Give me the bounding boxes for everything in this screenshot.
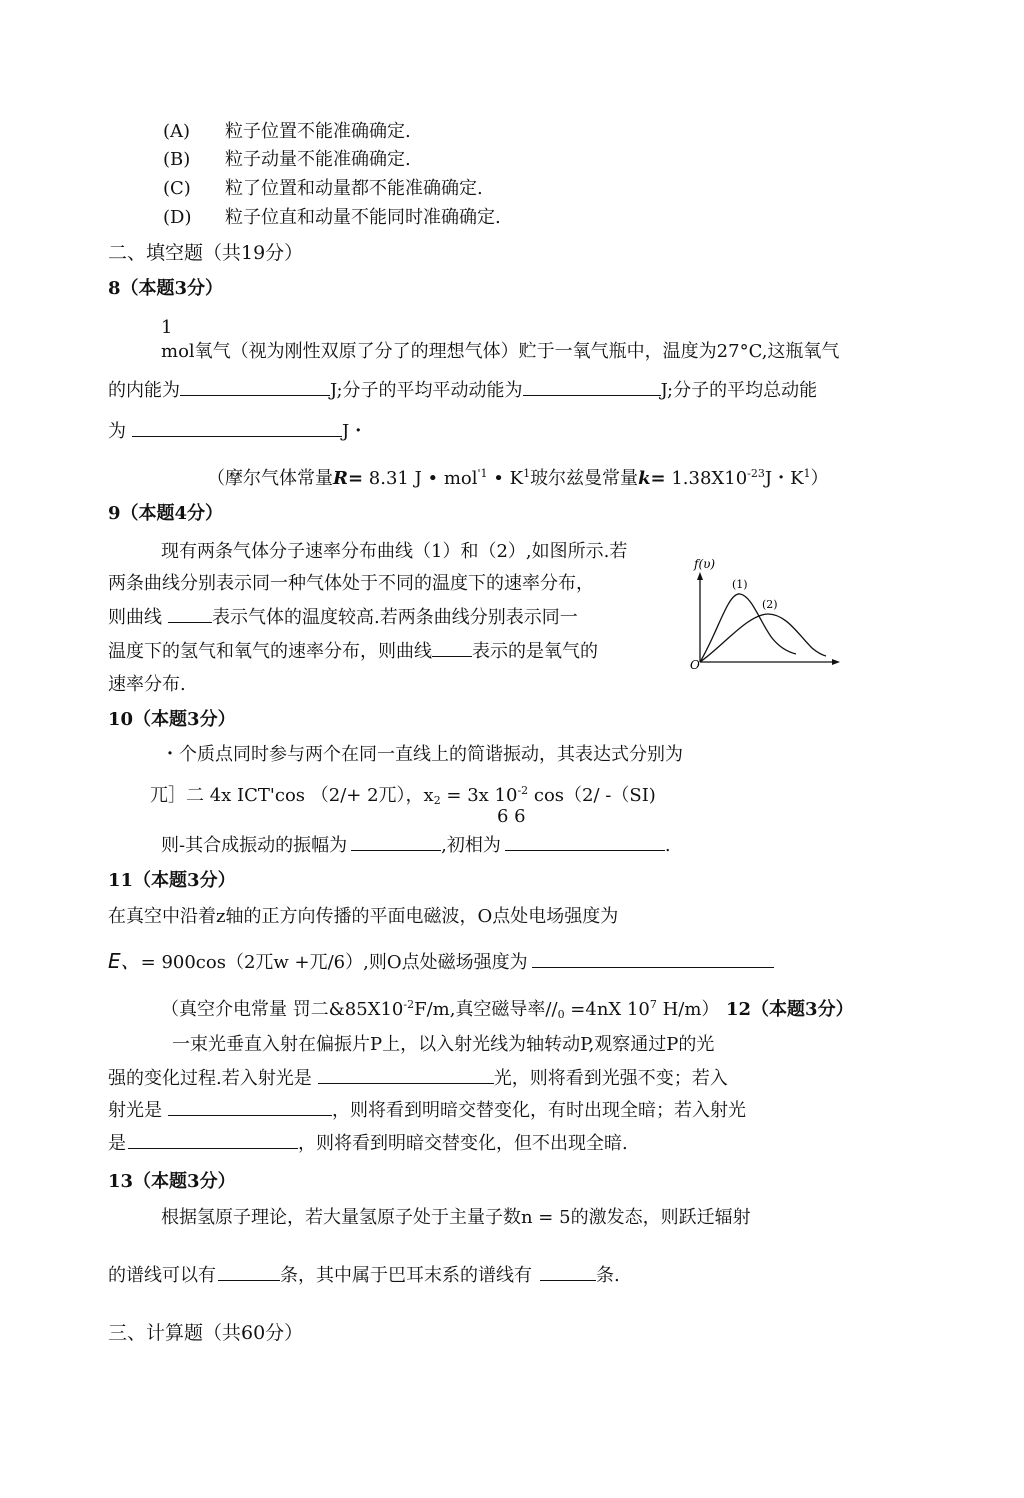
text: = 3x 10 [440, 785, 518, 806]
choice-letter: (D) [163, 207, 192, 228]
x-axis-arrow [832, 659, 840, 665]
text: J・K [764, 468, 804, 489]
text: 温度下的氢气和氧气的速率分布，则曲线 [108, 641, 432, 662]
text: J・ [342, 421, 368, 442]
q12-line1: 一束光垂直入射在偏振片P上，以入射光线为轴转动P,观察通过P的光 [172, 1034, 715, 1055]
text: J;分子的平均平动动能为 [330, 380, 523, 401]
q11-line3 [161, 998, 719, 1022]
choice-letter: (C) [163, 178, 191, 199]
choice-text: 粒子动量不能准确确定. [225, 149, 411, 170]
text: 则-其合成振动的振幅为 [161, 835, 348, 856]
q8-header: 8（本题3分） [108, 278, 224, 299]
text: F/m,真空磁导率// [414, 999, 558, 1020]
text: 表示气体的温度较高.若两条曲线分别表示同一 [212, 607, 578, 628]
q11-header: 11（本题3分） [108, 870, 236, 891]
text: 射光是 [108, 1100, 162, 1121]
text: 表示的是氧气的 [472, 641, 598, 662]
origin-label: O [690, 658, 700, 672]
sup: -2 [403, 998, 415, 1011]
text: ,初相为 [441, 835, 501, 856]
choice-a [163, 120, 411, 144]
q8-line1: mol氧气（视为刚性双原了分了的理想气体）贮于一氧气瓶中，温度为27°C,这瓶氧气 [161, 341, 840, 362]
q12-line2 [108, 1067, 728, 1091]
sub: 2 [433, 794, 441, 807]
q9-line1: 现有两条气体分子速率分布曲线（1）和（2）,如图所示.若 [161, 541, 628, 562]
choice-d [163, 206, 501, 230]
text: 则曲线 [108, 607, 162, 628]
text: （真空介电常量 罚二&85X10 [161, 999, 404, 1020]
q9-header: 9（本题4分） [108, 503, 224, 524]
speed-distribution-figure [688, 552, 848, 672]
q12-line4 [108, 1132, 628, 1156]
text: 的内能为 [108, 380, 180, 401]
text: . [664, 835, 671, 856]
text: 兀］二 4x ICT'cos （2/+ 2兀），x [150, 785, 434, 806]
text: 是 [108, 1133, 126, 1154]
answer-blank[interactable] [128, 1132, 298, 1149]
q9-line2: 两条曲线分别表示同一种气体处于不同的温度下的速率分布， [108, 573, 594, 594]
q12-line3 [108, 1099, 746, 1123]
answer-blank[interactable] [132, 420, 342, 437]
text: （摩尔气体常量 [207, 468, 333, 489]
q10-line2 [150, 784, 656, 808]
q13-line2 [108, 1264, 620, 1288]
text: cos（2/ -（SI) [528, 785, 656, 806]
text: 条. [596, 1265, 620, 1286]
symbol-r: R= [333, 468, 364, 489]
text: 强的变化过程.若入射光是 [108, 1068, 312, 1089]
q9-line5: 速率分布. [108, 674, 186, 695]
text: ，则将看到明暗交替变化，但不出现全暗. [298, 1133, 628, 1154]
choice-b [163, 148, 411, 172]
q8-constants [207, 467, 829, 491]
answer-blank[interactable] [523, 379, 661, 396]
text: 为 [108, 421, 126, 442]
text: 1.38X10 [665, 468, 748, 489]
q10-line2-under: 6 6 [497, 806, 526, 827]
answer-blank[interactable] [168, 606, 212, 623]
answer-blank[interactable] [505, 834, 665, 851]
text: 的谱线可以有 [108, 1265, 216, 1286]
text: 8.31 J • mol [363, 468, 478, 489]
text: ） [810, 468, 829, 489]
q10-line1: ・个质点同时参与两个在同一直线上的简谐振动，其表达式分别为 [161, 744, 683, 765]
curve-1-label: (1) [732, 578, 748, 591]
q11-line1: 在真空中沿着z轴的正方向传播的平面电磁波，O点处电场强度为 [108, 906, 619, 927]
text: H/m） [656, 999, 720, 1020]
y-axis-label: f(υ) [694, 557, 716, 571]
y-axis-arrow [697, 572, 703, 580]
answer-blank[interactable] [218, 1264, 280, 1281]
answer-blank[interactable] [532, 951, 774, 968]
choice-c [163, 177, 483, 201]
symbol-k: k= [638, 468, 666, 489]
q8-line3 [108, 420, 367, 444]
choice-text: 粒了位置和动量都不能准确确定. [225, 178, 483, 199]
answer-blank[interactable] [351, 834, 441, 851]
text: J;分子的平均总动能 [660, 380, 818, 401]
curve-2 [700, 614, 826, 662]
symbol-e: E、 [108, 949, 141, 973]
q9-line3 [108, 606, 578, 630]
sup: 1 [523, 467, 531, 480]
choice-letter: (A) [163, 121, 191, 142]
answer-blank[interactable] [168, 1099, 332, 1116]
q10-header: 10（本题3分） [108, 709, 236, 730]
choice-text: 粒子位置不能准确确定. [225, 121, 411, 142]
q13-line1: 根据氢原子理论，若大量氢原子处于主量子数n = 5的激发态，则跃迁辐射 [161, 1207, 751, 1228]
q8-num-top: 1 [161, 317, 173, 338]
answer-blank[interactable] [318, 1067, 494, 1084]
sup: 7 [649, 998, 657, 1011]
sup: -23 [747, 467, 765, 480]
sup: -2 [517, 784, 529, 797]
q11-line2 [108, 949, 774, 975]
answer-blank[interactable] [432, 640, 472, 657]
q8-line2 [108, 379, 817, 403]
curve-1 [700, 594, 796, 662]
text: = 900cos（2兀w +兀/6）,则O点处磁场强度为 [140, 952, 528, 973]
q13-header: 13（本题3分） [108, 1171, 236, 1192]
text: ，则将看到明暗交替变化，有时出现全暗；若入射光 [332, 1100, 746, 1121]
q10-line3 [161, 834, 671, 858]
sup: '1 [477, 467, 488, 480]
text: 玻尔兹曼常量 [530, 468, 639, 489]
text: • K [487, 468, 524, 489]
sub: 0 [557, 1008, 565, 1021]
text: =4nX 10 [564, 999, 650, 1020]
q9-line4 [108, 640, 598, 664]
text: 条，其中属于巴耳末系的谱线有 [280, 1265, 532, 1286]
section3-heading: 三、计算题（共60分） [108, 1322, 304, 1344]
text: 光，则将看到光强不变；若入 [493, 1068, 728, 1089]
curve-2-label: (2) [762, 598, 778, 611]
sup: 1 [803, 467, 811, 480]
choice-text: 粒子位直和动量不能同时准确确定. [225, 207, 501, 228]
answer-blank[interactable] [180, 379, 330, 396]
choice-letter: (B) [163, 149, 191, 170]
q12-header: 12（本题3分） [726, 999, 854, 1020]
section2-heading: 二、填空题（共19分） [108, 242, 304, 264]
answer-blank[interactable] [540, 1264, 596, 1281]
